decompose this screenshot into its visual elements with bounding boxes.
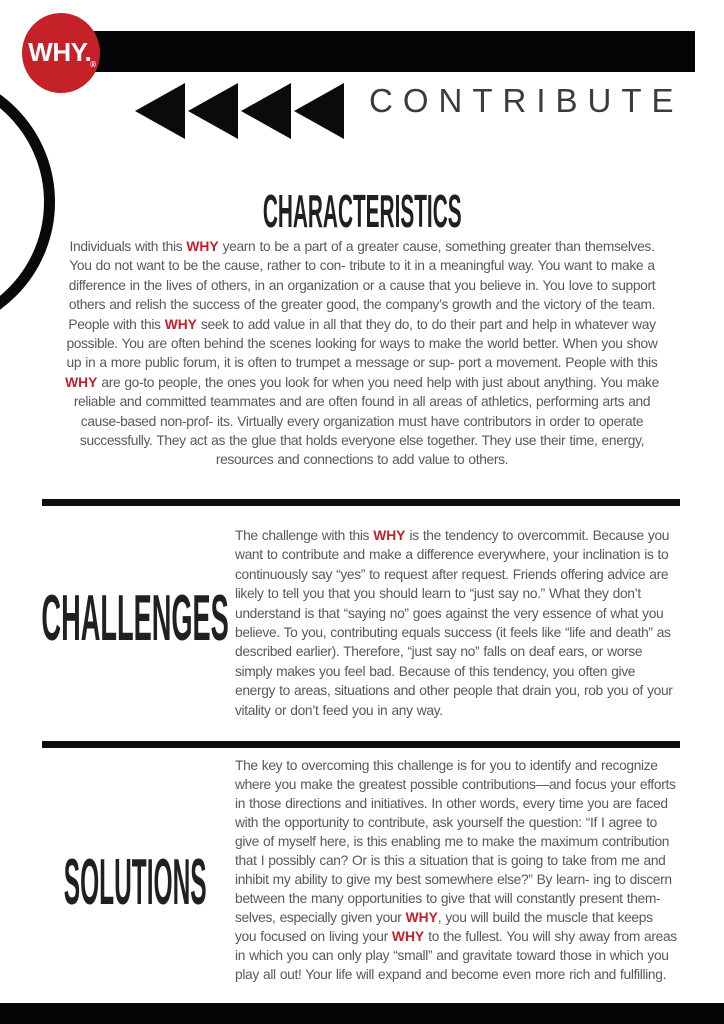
why-accent-word: WHY <box>391 929 425 944</box>
challenges-heading: CHALLENGES <box>41 582 229 656</box>
solutions-heading: SOLUTIONS <box>63 846 207 920</box>
characteristics-paragraph: Individuals with this WHY yearn to be a part of a greater cause, something greater than themselves. You do not want to be the cause, rather to con- tribute to it in a meaningful way. You want to make a difference in the lives of others, in an organization or a cause that you believe in. You love to support others and relish the success of the greater good, the company’s growth and the victory of the team. People with this WHY seek to add value in all that they do, to do their part and help in whatever way possible. You are often behind the scenes looking for ways to make the world better. When you show up in a more public forum, it is often to trumpet a message or sup- port a movement. People with this WHY are go-to people, the ones you look for when you need help with just about anything. You make reliable and committed teammates and are often found in all areas of athletics, performing arts and cause-based non-prof- its. Virtually every organization must have contributors in order to operate successfully. They act as the glue that holds everyone else together. They use their time, energy, resources and connections to add value to others. <box>65 239 659 468</box>
section-divider <box>42 499 680 506</box>
why-accent-word: WHY <box>164 316 197 332</box>
why-accent-word: WHY <box>186 239 219 254</box>
challenges-paragraph: The challenge with this WHY is the tendency to overcommit. Because you want to contribute and make a difference everywhere, your inclination is to continuously say “yes” to request after request. Friends offering advice are likely to tell you that you should learn to “just say no.” What they don’t understand is that “saying no” goes against the very essence of what you believe. To you, contributing equals success (it feels like “life and death” as described earlier). Therefore, “just say no” falls on deaf ears, or worse simply makes you feel bad. Because of this tendency, you often give energy to areas, situations and other people that drain you, rob you of your vitality or don’t feed you in any way. <box>235 528 673 718</box>
triangle-left-icon <box>294 83 344 139</box>
registered-trademark-icon: ® <box>90 60 96 69</box>
characteristics-heading: CHARACTERISTICS <box>262 184 462 238</box>
solutions-paragraph: The key to overcoming this challenge is for you to identify and recognize where you make the greatest possible contributions—and focus your efforts in those directions and initiatives. In other words, every time you are faced with the opportunity to contribute, ask yourself the question: “If I agree to give of myself here, is this enabling me to make the maximum contribution that I possibly can? Or is this a situation that is going to take from me and inhibit my ability to give my best somewhere else?” By learn- ing to discern between the many opportunities to give that will constantly present them- selves, especially given your WHY, you will build the muscle that keeps you focused on living your WHY to the fullest. You will shy away from areas in which you can only play “small” and gravitate toward those in which you play all out! Your life will expand and become even more rich and fulfilling. <box>235 758 677 982</box>
decorative-circle-outline <box>0 69 55 335</box>
header-black-bar <box>88 31 695 72</box>
triangle-left-icon <box>241 83 291 139</box>
back-arrows <box>135 83 344 139</box>
triangle-left-icon <box>135 83 185 139</box>
why-accent-word: WHY <box>405 910 438 925</box>
why-accent-word: WHY <box>65 374 98 390</box>
why-logo <box>22 13 100 93</box>
triangle-left-icon <box>188 83 238 139</box>
section-divider <box>42 741 680 748</box>
why-logo-text: $WHY._®$ <box>28 37 96 69</box>
why-accent-word: WHY <box>373 528 406 543</box>
page-title: CONTRIBUTE <box>369 82 684 119</box>
footer-black-bar <box>0 1003 724 1024</box>
